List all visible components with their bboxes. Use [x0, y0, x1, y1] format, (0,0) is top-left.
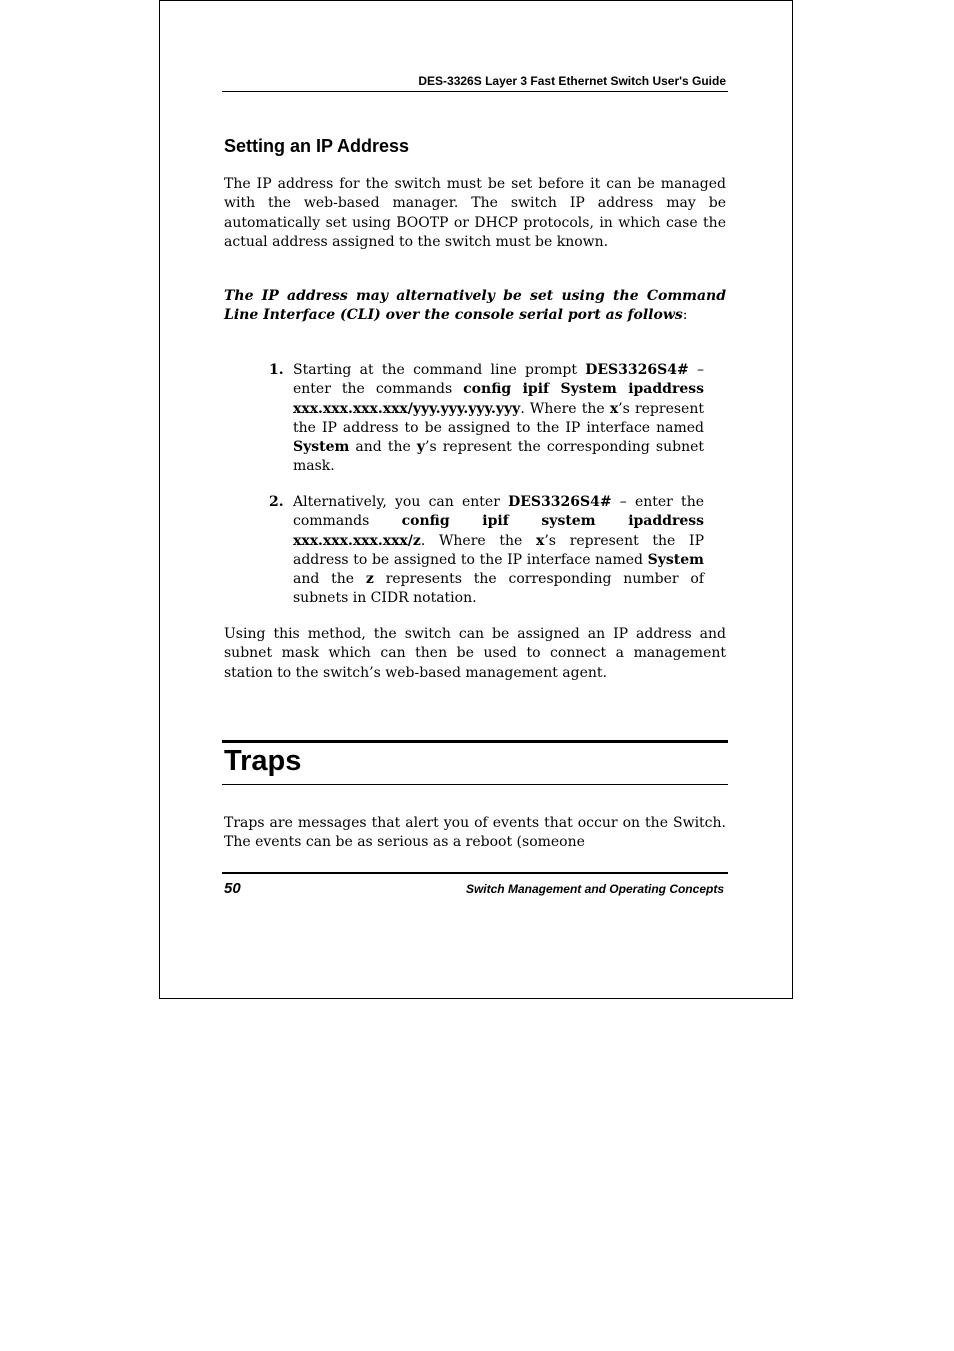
prompt-text: DES3326S4# [585, 362, 689, 378]
step-text-part: – enter the commands [293, 494, 704, 530]
step-number: 2. [269, 494, 284, 510]
page-number: 50 [224, 880, 241, 897]
traps-heading: Traps [224, 745, 302, 777]
step-text-part: ’s represent the IP address to be assigned to the IP interface named [293, 400, 704, 436]
cli-note-text: The IP address may alternatively be set using the Command Line Interface (CLI) over the console serial port as follows [224, 288, 726, 324]
step-text-part: – enter the commands [293, 362, 704, 398]
traps-paragraph: Traps are messages that alert you of events that occur on the Switch. The events can be as serious as a reboot (someone [224, 815, 726, 851]
step-text-part: Starting at the command line prompt [293, 362, 586, 378]
step-text-part: ’s represent the IP address to be assigned to the IP interface named [293, 532, 704, 568]
step-text-part: Alternatively, you can enter [293, 494, 509, 510]
method-summary-paragraph: Using this method, the switch can be assigned an IP address and subnet mask which can then be used to connect a management station to the switch’s web-based management agent. [224, 626, 726, 681]
step-text-part: . Where the [520, 400, 610, 417]
section-heading: Setting an IP Address [224, 136, 410, 156]
running-footer: Switch Management and Operating Concepts [465, 882, 724, 896]
step-text-part: . Where the [420, 532, 536, 549]
step-text-part: and the [293, 571, 366, 588]
prompt-text: DES3326S4# [508, 494, 612, 510]
interface-name-text: System [647, 551, 704, 568]
step-text-part: ’s represent the corresponding subnet mask. [293, 439, 704, 475]
cli-note-paragraph [224, 287, 726, 326]
cli-note-colon: : [682, 307, 688, 324]
command-text: config ipif System ipaddress xxx.xxx.xxx.xxx/yyy.yyy.yyy.yyy [293, 381, 704, 417]
traps-heading-rule-bottom [222, 784, 728, 785]
step-text [293, 493, 704, 609]
step-text-part: represents the corresponding number of subnets in CIDR notation. [293, 571, 704, 607]
interface-name-text: System [293, 439, 350, 456]
intro-paragraph: The IP address for the switch must be set before it can be managed with the web-based manager. The switch IP address may be automatically set using BOOTP or DHCP protocols, in which case the actual address assigned to the switch must be known. [224, 176, 726, 250]
variable-text: x [609, 400, 619, 417]
header-rule [222, 91, 728, 92]
command-text: config ipif system ipaddress xxx.xxx.xxx.xxx/z [293, 513, 704, 549]
variable-text: x [536, 532, 545, 549]
running-header: DES-3326S Layer 3 Fast Ethernet Switch User's Guide [418, 74, 726, 88]
variable-text: z [365, 571, 374, 588]
traps-heading-rule-top [222, 740, 728, 743]
step-text [293, 361, 704, 477]
footer-rule [222, 872, 728, 874]
variable-text: y [416, 439, 425, 456]
step-number: 1. [269, 362, 284, 378]
step-text-part: and the [349, 439, 417, 456]
